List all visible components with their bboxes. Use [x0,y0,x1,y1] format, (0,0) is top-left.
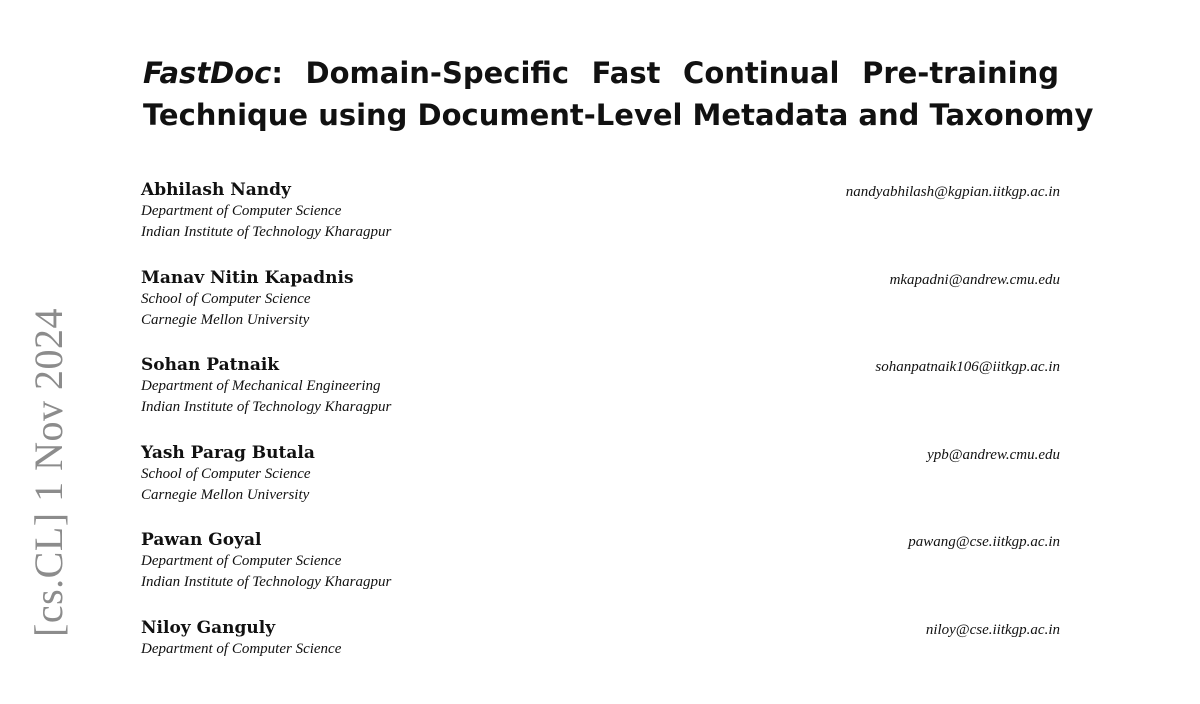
author-block [141,267,1060,355]
author-institution: Carnegie Mellon University [141,310,1060,331]
paper-title [143,52,1059,136]
author-institution: Carnegie Mellon University [141,485,1060,506]
author-email[interactable]: pawang@cse.iitkgp.ac.in [908,532,1060,552]
author-block [141,529,1060,617]
author-email[interactable]: mkapadni@andrew.cmu.edu [890,270,1060,290]
author-name: Abhilash Nandy [141,179,1060,201]
title-colon: : [271,56,283,90]
author-department: School of Computer Science [141,289,1060,310]
title-line-1 [143,52,1059,94]
author-name: Yash Parag Butala [141,442,1060,464]
author-department: Department of Computer Science [141,551,1060,572]
author-institution: Indian Institute of Technology Kharagpur [141,222,1060,243]
author-department: Department of Computer Science [141,201,1060,222]
author-email[interactable]: ypb@andrew.cmu.edu [927,445,1060,465]
title-italic-name: FastDoc [143,56,271,90]
title-word: Domain-Specific [306,52,570,94]
arxiv-side-stamp: [cs.CL] 1 Nov 2024 [28,308,70,637]
author-email[interactable]: nandyabhilash@kgpian.iitkgp.ac.in [846,182,1060,202]
author-name: Manav Nitin Kapadnis [141,267,1060,289]
author-institution: Indian Institute of Technology Kharagpur [141,397,1060,418]
author-block [141,354,1060,442]
author-institution: Indian Institute of Technology Kharagpur [141,572,1060,593]
author-department: Department of Computer Science [141,639,1060,660]
author-block [141,442,1060,530]
author-name: Sohan Patnaik [141,354,1060,376]
title-line-2: Technique using Document-Level Metadata and Taxonomy [143,94,1059,136]
title-word: Fast [592,52,661,94]
author-email[interactable]: sohanpatnaik106@iitkgp.ac.in [875,357,1060,377]
title-word: Continual [683,52,839,94]
author-block [141,179,1060,267]
title-word: Pre-training [862,52,1059,94]
title-lead [143,52,283,94]
author-name: Niloy Ganguly [141,617,1060,639]
author-email[interactable]: niloy@cse.iitkgp.ac.in [926,620,1060,640]
author-block [141,617,1060,704]
author-list [141,179,1060,704]
author-department: School of Computer Science [141,464,1060,485]
author-department: Department of Mechanical Engineering [141,376,1060,397]
author-name: Pawan Goyal [141,529,1060,551]
